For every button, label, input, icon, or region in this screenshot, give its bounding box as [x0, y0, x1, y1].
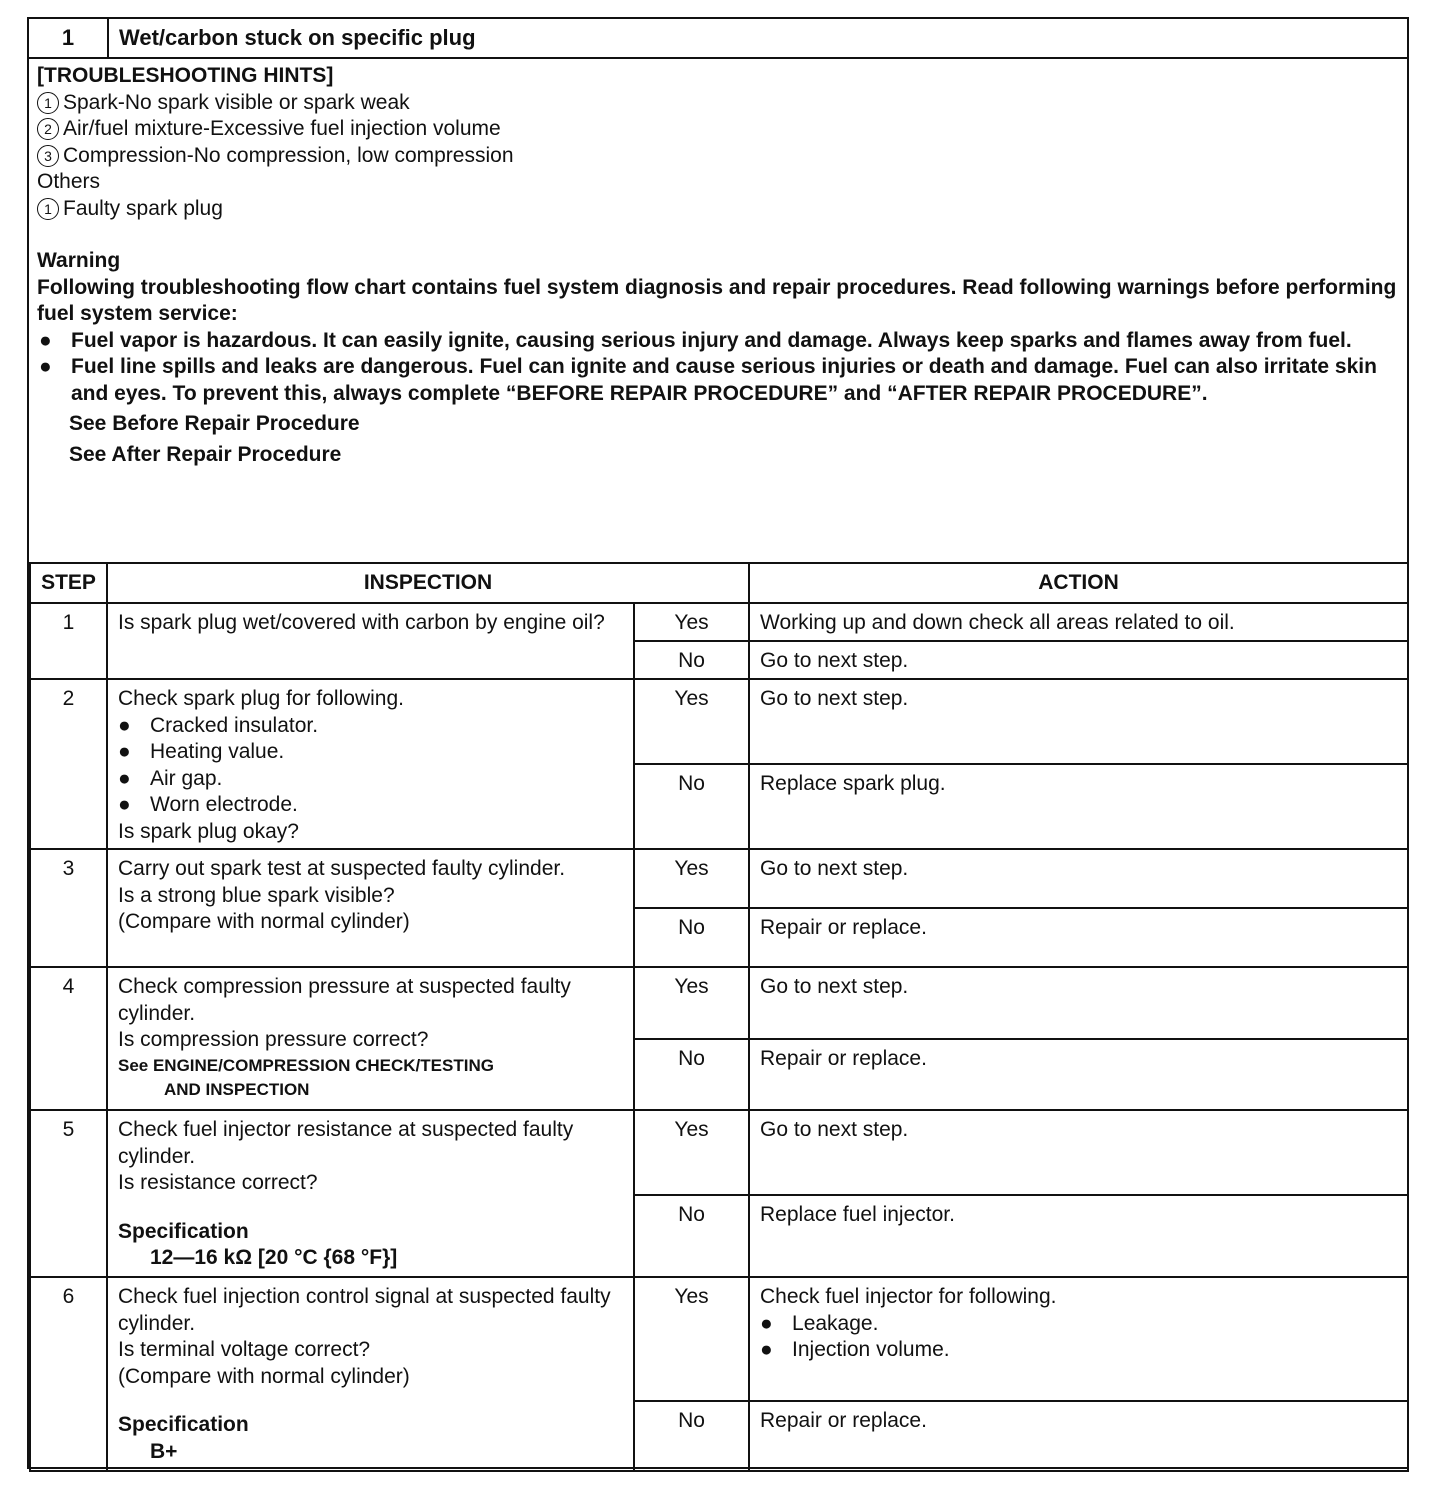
others-label: Others — [37, 170, 101, 193]
step-number: 6 — [30, 1277, 107, 1471]
hint-text: Spark-No spark visible or spark weak — [63, 90, 410, 114]
inspection-bullet: ● Air gap. — [118, 766, 223, 790]
inspection-question: Is spark plug wet/covered with carbon by engine oil? — [118, 611, 605, 634]
yes-label: Yes — [634, 1110, 749, 1195]
inspection-cell — [107, 1277, 634, 1471]
inspection-bullet: ● Cracked insulator. — [118, 713, 319, 737]
no-label: No — [634, 1039, 749, 1110]
step-number: 2 — [30, 679, 107, 849]
no-label: No — [634, 1401, 749, 1471]
inspection-cell — [107, 849, 634, 967]
inspection-cell — [107, 1110, 634, 1277]
bullet-icon: ● — [39, 328, 52, 352]
see-reference-link[interactable]: See ENGINE/COMPRESSION CHECK/TESTING — [118, 1055, 494, 1075]
see-after-link[interactable]: See After Repair Procedure — [69, 442, 342, 466]
section-title: Wet/carbon stuck on specific plug — [119, 25, 476, 50]
yes-action: Check fuel injector for following. — [760, 1285, 1057, 1308]
hints-block — [37, 63, 1397, 468]
yes-label: Yes — [634, 603, 749, 641]
yes-action: Go to next step. — [749, 967, 1408, 1039]
table-row — [30, 603, 1408, 641]
col-inspection-header: INSPECTION — [107, 563, 749, 603]
hint-item — [37, 143, 1397, 170]
warning-bullet — [37, 354, 1397, 407]
no-action: Repair or replace. — [749, 1039, 1408, 1110]
circled-number: 3 — [37, 145, 59, 167]
no-action: Replace fuel injector. — [749, 1195, 1408, 1277]
inspection-question: Is terminal voltage correct? — [118, 1338, 371, 1361]
warning-bullet — [37, 328, 1397, 355]
inspection-intro: Check fuel injection control signal at suspected faulty cylinder. — [118, 1285, 611, 1335]
inspection-cell — [107, 967, 634, 1110]
table-row — [30, 967, 1408, 1039]
no-label: No — [634, 908, 749, 967]
yes-label: Yes — [634, 967, 749, 1039]
inspection-bullet: ● Worn electrode. — [118, 793, 298, 816]
inspection-intro: Check compression pressure at suspected faulty cylinder. — [118, 975, 571, 1025]
spec-value: 12—16 kΩ [20 °C {68 °F}] — [150, 1246, 398, 1269]
step-number: 4 — [30, 967, 107, 1110]
hint-text: Air/fuel mixture-Excessive fuel injection volume — [63, 117, 501, 140]
no-action: Replace spark plug. — [749, 764, 1408, 849]
table-row — [30, 679, 1408, 764]
hint-item — [37, 196, 1397, 223]
no-label: No — [634, 641, 749, 679]
see-before-link[interactable]: See Before Repair Procedure — [69, 412, 360, 435]
troubleshooting-sheet — [27, 17, 1409, 1469]
no-action: Repair or replace. — [749, 908, 1408, 967]
hint-text: Compression-No compression, low compression — [63, 143, 514, 167]
yes-label: Yes — [634, 1277, 749, 1401]
no-action: Go to next step. — [749, 641, 1408, 679]
yes-label: Yes — [634, 679, 749, 764]
table-row — [30, 1110, 1408, 1195]
hint-text: Faulty spark plug — [63, 196, 223, 220]
steps-table — [29, 562, 1409, 1472]
inspection-question: Is resistance correct? — [118, 1171, 318, 1194]
no-label: No — [634, 1195, 749, 1277]
warning-title: Warning — [37, 249, 121, 272]
bullet-icon: ● — [39, 355, 52, 378]
yes-action: Go to next step. — [749, 679, 1408, 764]
yes-action-cell — [749, 1277, 1408, 1401]
hint-item — [37, 90, 1397, 117]
inspection-note: (Compare with normal cylinder) — [118, 910, 410, 933]
see-reference-link-cont[interactable]: AND INSPECTION — [164, 1079, 310, 1099]
col-step-header: STEP — [30, 563, 107, 603]
action-bullet: ● Injection volume. — [760, 1338, 950, 1361]
action-bullet: ● Leakage. — [760, 1311, 879, 1335]
inspection-note: (Compare with normal cylinder) — [118, 1364, 410, 1388]
spec-value: B+ — [150, 1439, 178, 1463]
warning-bullet-text: Fuel vapor is hazardous. It can easily ignite, causing serious injury and damage. Always keep sparks and flames away from fuel. — [71, 328, 1352, 352]
inspection-cell — [107, 679, 634, 849]
inspection-cell — [107, 603, 634, 679]
yes-action: Go to next step. — [749, 849, 1408, 908]
step-number: 3 — [30, 849, 107, 967]
table-header-row — [30, 563, 1408, 603]
step-number: 5 — [30, 1110, 107, 1277]
circled-number: 1 — [37, 92, 59, 114]
hint-item — [37, 116, 1397, 143]
step-number: 1 — [30, 603, 107, 679]
spec-label: Specification — [118, 1413, 249, 1436]
inspection-intro: Carry out spark test at suspected faulty cylinder. — [118, 857, 566, 880]
no-label: No — [634, 764, 749, 849]
table-row — [30, 849, 1408, 908]
inspection-intro: Check fuel injector resistance at suspected faulty cylinder. — [118, 1118, 574, 1168]
col-action-header: ACTION — [749, 563, 1408, 603]
inspection-intro: Check spark plug for following. — [118, 687, 404, 710]
inspection-question: Is compression pressure correct? — [118, 1028, 429, 1051]
yes-action: Working up and down check all areas related to oil. — [749, 603, 1408, 641]
section-header — [29, 19, 1407, 59]
yes-label: Yes — [634, 849, 749, 908]
circled-number: 2 — [37, 118, 59, 140]
hints-heading: [TROUBLESHOOTING HINTS] — [37, 64, 334, 87]
warning-intro: Following troubleshooting flow chart contains fuel system diagnosis and repair procedures. Read following warnings before performing fuel system service: — [37, 275, 1397, 325]
section-number: 1 — [29, 19, 109, 57]
warning-bullet-text: Fuel line spills and leaks are dangerous. Fuel can ignite and cause serious injuries or death and damage. Fuel can also irritate skin and eyes. To prevent this, always complete “BEFORE REPAIR PROCEDURE” and “AFTER REPAIR PROCEDURE”. — [71, 355, 1377, 405]
circled-number: 1 — [37, 198, 59, 220]
inspection-question: Is a strong blue spark visible? — [118, 883, 395, 907]
spec-label: Specification — [118, 1219, 249, 1243]
no-action: Repair or replace. — [749, 1401, 1408, 1471]
inspection-question: Is spark plug okay? — [118, 819, 299, 843]
table-row — [30, 1277, 1408, 1401]
inspection-bullet: ● Heating value. — [118, 740, 285, 763]
yes-action: Go to next step. — [749, 1110, 1408, 1195]
